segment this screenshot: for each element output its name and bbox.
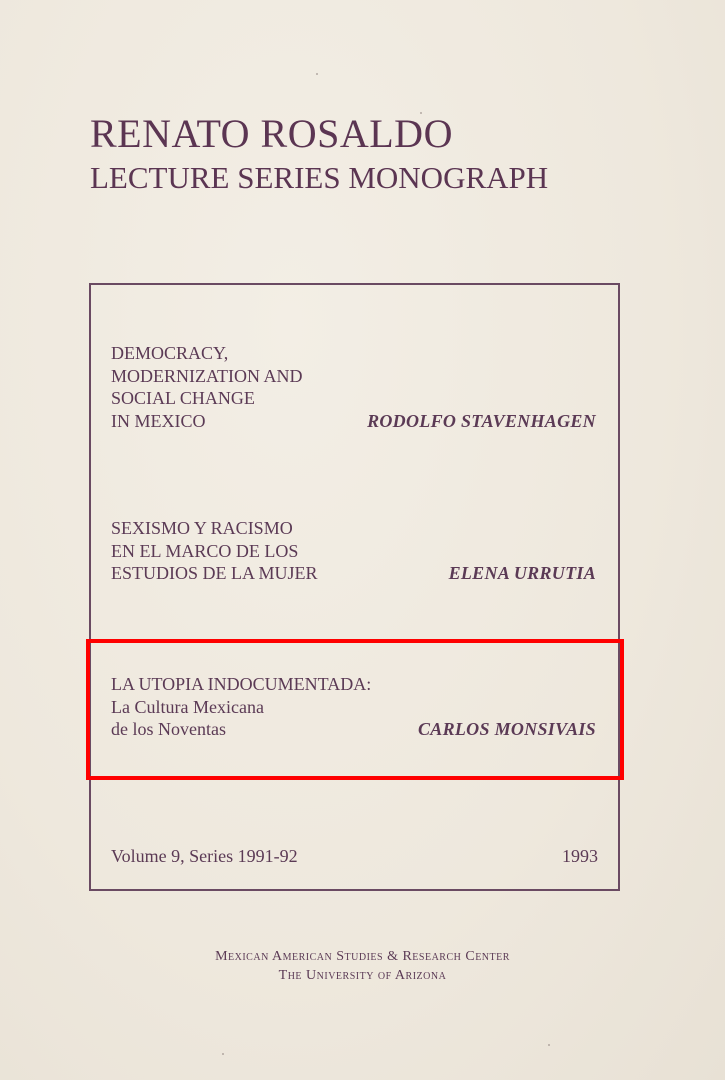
paper-speck [222, 1053, 224, 1055]
lecture-title-line: IN MEXICO [111, 410, 206, 431]
series-subtitle: LECTURE SERIES MONOGRAPH [90, 160, 549, 195]
contents-frame [89, 283, 620, 891]
lecture-author: ELENA URRUTIA [448, 563, 596, 583]
volume-label: Volume 9, Series 1991-92 [111, 846, 298, 866]
lecture-title-line: SEXISMO Y RACISMO [111, 518, 293, 538]
paper-speck [548, 1044, 550, 1046]
lecture-title-line: DEMOCRACY, [111, 343, 229, 363]
publisher-line: The University of Arizona [278, 968, 447, 983]
lecture-title-line: SOCIAL CHANGE [111, 388, 255, 408]
lecture-author: RODOLFO STAVENHAGEN [367, 410, 596, 431]
paper-speck [316, 73, 318, 75]
highlight-box [86, 639, 624, 780]
lecture-title-line: ESTUDIOS DE LA MUJER [111, 563, 318, 583]
publication-year: 1993 [562, 846, 598, 866]
publisher-line: Mexican American Studies & Research Center [215, 949, 510, 964]
lecture-title-line: EN EL MARCO DE LOS [111, 540, 299, 561]
lecture-title-line: LA UTOPIA INDOCUMENTADA: [111, 674, 372, 694]
lecture-title-line: MODERNIZATION AND [111, 365, 303, 386]
lecture-entry [111, 517, 596, 585]
lecture-title-line: de los Noventas [111, 719, 226, 739]
series-title: RENATO ROSALDO [90, 111, 453, 156]
lecture-entry [111, 342, 596, 432]
lecture-author: CARLOS MONSIVAIS [417, 719, 596, 739]
lecture-title-line: La Cultura Mexicana [111, 696, 264, 717]
